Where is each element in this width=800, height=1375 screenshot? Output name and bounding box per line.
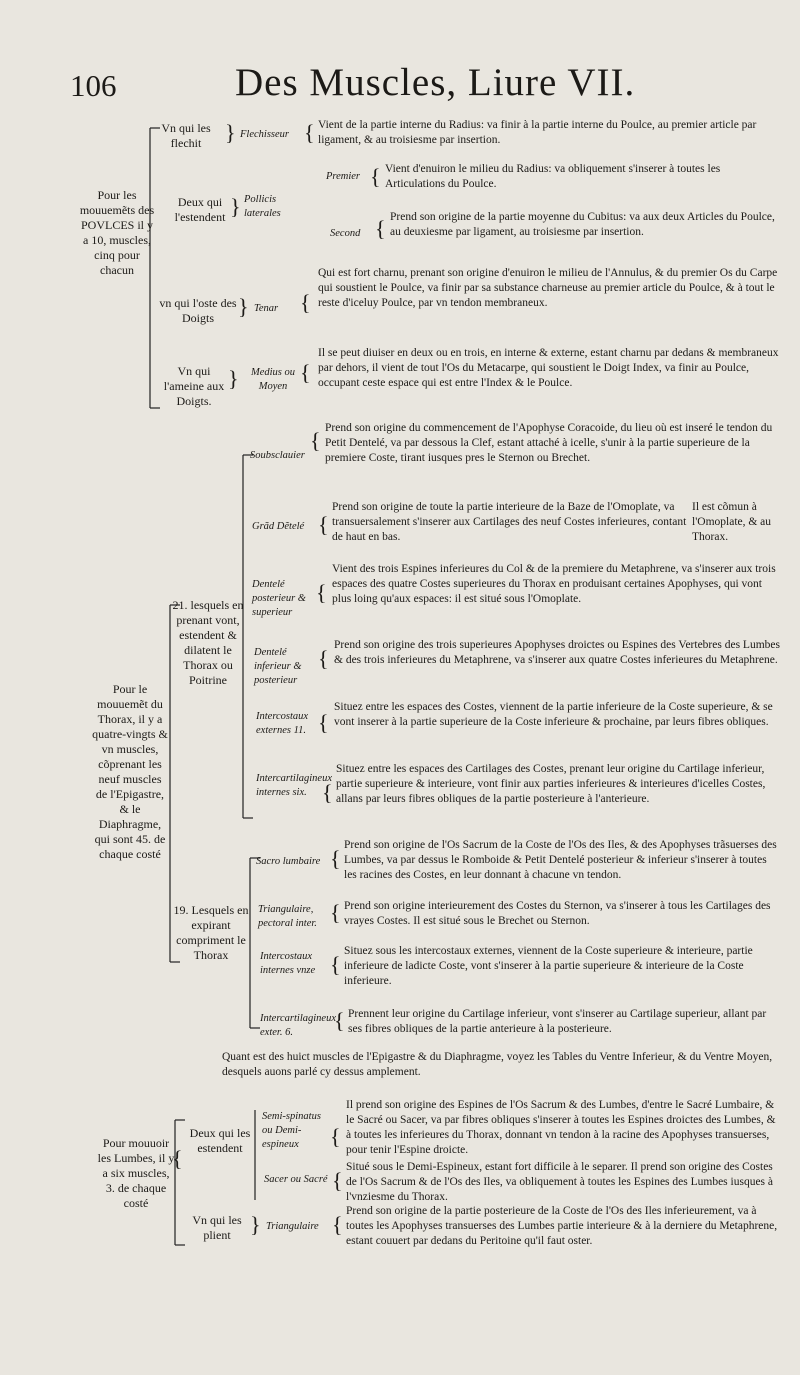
brace-icon: {: [316, 580, 327, 605]
brace-icon: {: [172, 1146, 183, 1171]
muscle-desc: Situé sous le Demi-Espineux, estant fort difficile à le separer. Il prend son origine des Costes de l'Os Sacrum & de l'Os des Iles, va obliquement à toutes les Espines des Lumbes iusques à l'vnziesme du Thorax.: [346, 1161, 774, 1203]
pouce-oste-desc: Qui est fort charnu, prenant son origine d'enuiron le milieu de l'Annulus, & du premier Os du Carpe qui soustient le Poulce, va finir par sa substance charneuse au premier article du Poulce, & à tout le reste d'iceluy Poulce, par vn tendon membraneux.: [318, 267, 778, 309]
brace-icon: {: [332, 1212, 343, 1237]
pouce-oste-label: vn qui l'oste des Doigts: [159, 296, 237, 325]
page-title: Des Muscles, Liure VII.: [235, 61, 636, 104]
muscle-name: Semi-spinatus ou Demi-espineux: [262, 1111, 321, 1150]
pouce-estendent-label: Deux qui l'estendent: [174, 195, 226, 224]
brace-icon: {: [322, 780, 333, 805]
muscle-desc: Vient des trois Espines inferieures du Col & de la premiere du Metaphrene, va s'inserer aux trois espaces des quatre Costes superieures du Thorax en produisant certaines Apophyses, qui vont plus loing qu'aux espaces: il est situé sous l'Omoplate.: [332, 563, 776, 605]
muscle-desc: Il prend son origine des Espines de l'Os Sacrum & des Lumbes, d'entre le Sacré Lumbaire, & le Sacré ou Sacer, va par fibres obliques s'inserer à toutes les Espines droictes des Lumbes, & à toutes les inferieures du Thorax, donnant vn tendon à la racine des Apophyses transuerses, pour tenir l'Espine droicte.: [346, 1099, 776, 1156]
brace-icon: {: [330, 846, 341, 871]
muscle-name: Intercartilagineux exter. 6.: [260, 1013, 337, 1038]
muscle-desc: Prend son origine des trois superieures Apophyses droictes ou Espines des Vertebres des Lumbes & des trois inferieures du Metaphrene, va s'inserer aux quatre Costes inferieures du Metaphrene.: [334, 639, 780, 666]
thorax-dilatent-label: 21. lesquels en prenant vont, estendent & dilatent le Thorax ou Poitrine: [172, 598, 244, 687]
muscle-name: Grãd Dẽtelé: [252, 521, 305, 532]
muscle-desc: Prend son origine du commencement de l'Apophyse Coracoide, du lieu où est inseré le tendon du Petit Dentelé, va par dessous la Clef, estant attaché à icelle, s'unir à la partie superieure de la premiere Coste, tirant iusques pres le Sternon ou Brechet.: [325, 422, 773, 464]
brace-icon: }: [228, 366, 239, 391]
pouce-ameine-label: Vn qui l'ameine aux Doigts.: [163, 364, 225, 408]
brace-icon: {: [330, 952, 341, 977]
muscle-desc: Situez entre les espaces des Cartilages des Costes, prenant leur origine du Cartilage inferieur, partie superieure & interieure, vont finir aux parties inferieures & interieures d'icelles Costes, allans par leurs fibres obliques de la partie posterieure à l'anterieure.: [336, 763, 766, 805]
brace-icon: {: [300, 360, 311, 385]
pouce-flechit-label: Vn qui les flechit: [161, 121, 211, 150]
muscle-name: Soubsclauier: [250, 450, 305, 461]
lumbes-section-label: Pour mouuoir les Lumbes, il y a six muscles, 3. de chaque costé: [97, 1136, 175, 1210]
muscle-name: Sacer ou Sacré: [264, 1174, 328, 1185]
muscle-desc: Prend son origine de l'Os Sacrum de la Coste de l'Os des Iles, & des Apophyses trãsuerses des Lumbes, va par dessus le Romboide & Petit Dentelé posterieur & inferieur s'inserer à toutes les racines des Costes, en leur donnant à chacune vn tendon.: [344, 839, 777, 881]
brace-icon: {: [318, 646, 329, 671]
muscle-name: Triangulaire, pectoral inter.: [258, 904, 317, 929]
brace-icon: }: [225, 120, 236, 145]
brace-icon: }: [230, 194, 241, 219]
brace-icon: }: [250, 1212, 261, 1237]
muscle-name: Intercostaux internes vnze: [260, 951, 316, 976]
muscle-desc: Prennent leur origine du Cartilage inferieur, vont s'inserer au Cartilage superieur, allant par ses fibres obliques de la partie anterieure à la posterieure.: [348, 1008, 767, 1035]
brace-icon: {: [375, 216, 386, 241]
page-number: 106: [70, 68, 117, 103]
lumbes-plient-label: Vn qui les plient: [192, 1213, 242, 1242]
brace-icon: }: [238, 294, 249, 319]
muscle-name: Intercartilagineux internes six.: [256, 773, 333, 798]
muscle-desc: Prend son origine de la partie posterieure de la Coste de l'Os des Iles inferieurement, va à toutes les Apophyses transuerses des Lumbes partie interieure & à la derniere du Metaphrene, estant couuert par dedans du Peritoine qu'il faut oster.: [346, 1205, 778, 1247]
brace-icon: {: [334, 1008, 345, 1033]
pouce-section-label: Pour les mouuemẽts des POVLCES il y a 10, muscles, cinq pour chacun: [79, 188, 155, 277]
muscle-desc: Situez entre les espaces des Costes, viennent de la partie inferieure de la Coste superieure, & se vont inserer à la partie superieure de la Coste inferieure & prochaine, par leurs fibres obliques.: [334, 701, 773, 728]
pouce-premier-desc: Vient d'enuiron le milieu du Radius: va obliquement s'inserer à toutes les Articulations du Poulce.: [385, 163, 721, 190]
thorax-comprimet-label: 19. Lesquels en expirant compriment le Thorax: [173, 903, 249, 962]
pouce-flechit-name: Flechisseur: [240, 129, 289, 140]
pouce-second-label: Second: [330, 228, 361, 239]
lumbes-estendent-label: Deux qui les estendent: [189, 1126, 251, 1155]
muscle-name: Intercostaux externes 11.: [256, 711, 309, 736]
muscle-desc: Situez sous les intercostaux externes, viennent de la Coste superieure & interieure, partie inferieure de ladicte Coste, vont s'inserer à la partie superieure & interieure de la Coste inferieure.: [344, 945, 753, 987]
muscle-desc: Prend son origine interieurement des Costes du Sternon, va s'inserer à tous les Cartilages des vrayes Costes. Il est situé sous le Brechet ou Sternon.: [344, 900, 771, 927]
muscle-note: Il est cõmun à l'Omoplate, & au Thorax.: [692, 501, 772, 543]
pouce-premier-label: Premier: [326, 171, 361, 182]
muscle-name: Dentelé posterieur & superieur: [252, 579, 306, 618]
muscle-desc: Prend son origine de toute la partie interieure de la Baze de l'Omoplate, va transuersalement s'inserer aux Cartilages des neuf Costes inferieures, contant de haut en bas.: [332, 501, 687, 543]
muscle-name: Dentelé inferieur & posterieur: [254, 647, 302, 686]
thorax-section-label: Pour le mouuemẽt du Thorax, il y a quatre-vingts & vn muscles, cõprenant les neuf muscles de l'Epigastre, & le Diaphragme, qui sont 45. de chaque costé: [92, 682, 168, 861]
brace-icon: {: [318, 512, 329, 537]
muscle-name: Triangulaire: [266, 1221, 319, 1232]
pouce-ameine-name: Medius ou Moyen: [250, 367, 296, 392]
muscle-name: Sacro lumbaire: [256, 856, 321, 867]
brace-icon: {: [330, 900, 341, 925]
pouce-second-desc: Prend son origine de la partie moyenne du Cubitus: va aux deux Articles du Poulce, au deuxiesme par ligament, au troisiesme par insertion.: [390, 211, 775, 238]
pouce-flechit-desc: Vient de la partie interne du Radius: va finir à la partie interne du Poulce, au premier article par ligament, & au troisiesme par insertion.: [318, 119, 757, 146]
epigastre-note: Quant est des huict muscles de l'Epigastre & du Diaphragme, voyez les Tables du Ventre Inferieur, & du Ventre Moyen, desquels auons parlé cy dessus amplement.: [222, 1051, 773, 1078]
brace-icon: {: [300, 290, 311, 315]
brace-icon: {: [332, 1168, 343, 1193]
brace-icon: {: [370, 164, 381, 189]
brace-icon: {: [330, 1124, 341, 1149]
pouce-estendent-name: Pollicis laterales: [244, 194, 281, 219]
pouce-oste-name: Tenar: [254, 303, 279, 314]
pouce-ameine-desc: Il se peut diuiser en deux ou en trois, en interne & externe, estant charnu par dedans & membraneux par dehors, il vient de tout l'Os du Metacarpe, qui soustient le Doigt Index, va finir au Poulce, occupant ceste espace qui est entre l'Index & le Poulce.: [318, 347, 779, 389]
brace-icon: {: [310, 428, 321, 453]
brace-icon: {: [318, 710, 329, 735]
brace-icon: {: [304, 120, 315, 145]
